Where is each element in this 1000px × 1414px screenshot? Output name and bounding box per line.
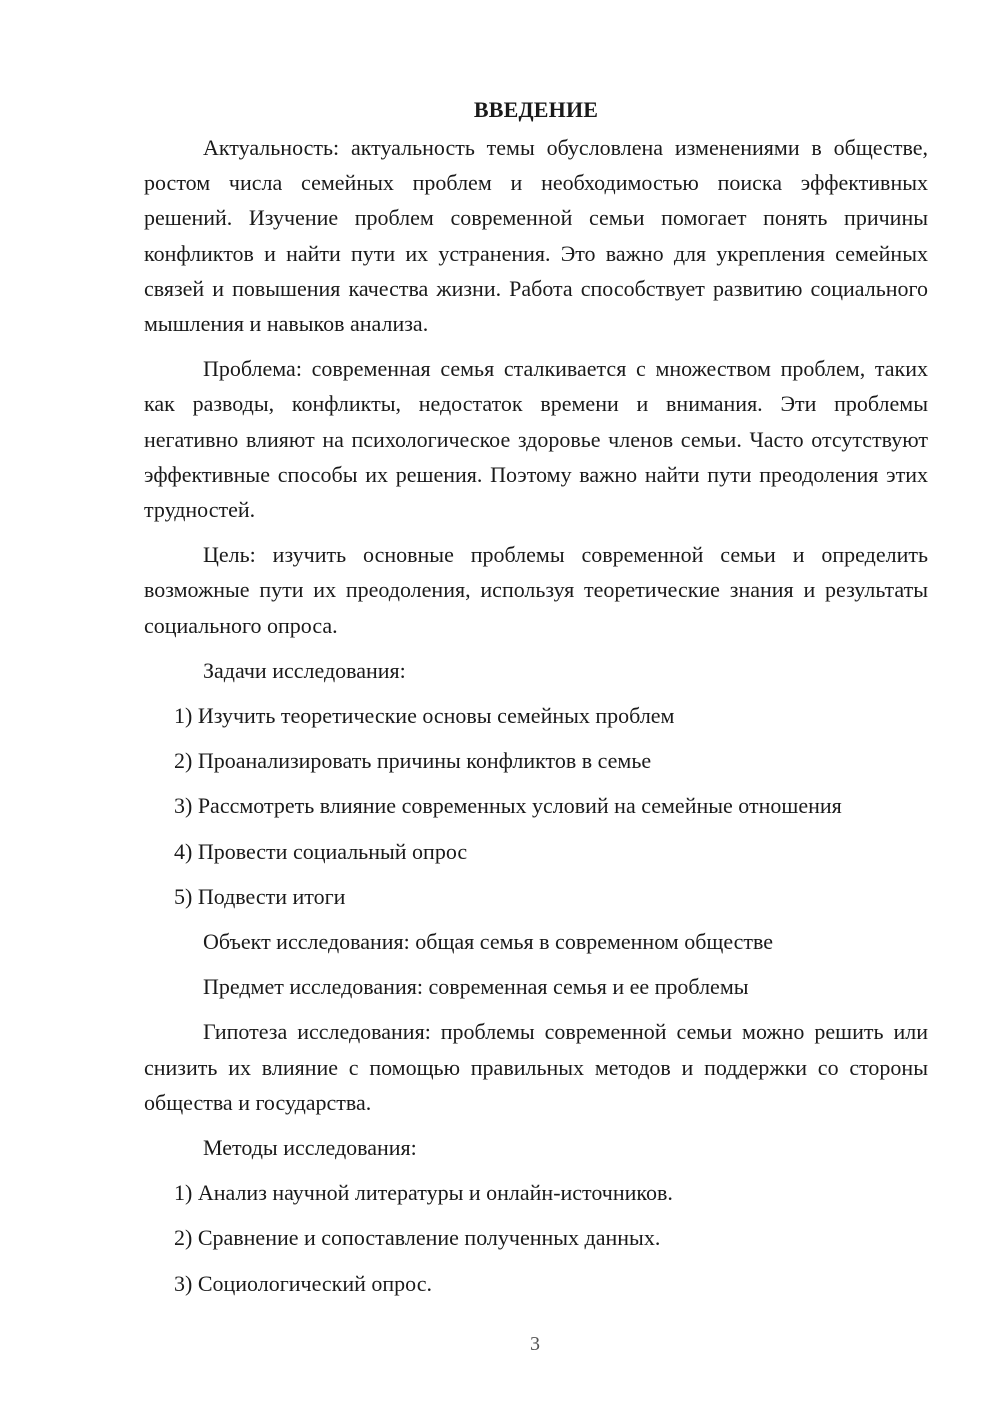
task-item: 4) Провести социальный опрос (174, 838, 468, 864)
task-item: 1) Изучить теоретические основы семейных проблем (174, 703, 675, 729)
section-title: ВВЕДЕНИЕ (473, 97, 599, 122)
task-item: 5) Подвести итоги (174, 883, 346, 909)
method-item: 1) Анализ научной литературы и онлайн-источников. (174, 1180, 673, 1206)
subject-line: Предмет исследования: современная семья и ее проблемы (203, 974, 749, 1000)
page-number: 3 (530, 1333, 540, 1355)
hypothesis-paragraph: Гипотеза исследования: проблемы современной семьи можно решить или снизить их влияние с помощью правильных методов и поддержки со стороны общества и государства. (144, 1019, 928, 1115)
document-page (144, 92, 928, 1311)
method-item: 3) Социологический опрос. (174, 1270, 432, 1296)
task-item: 3) Рассмотреть влияние современных условий на семейные отношения (174, 793, 842, 819)
method-item: 2) Сравнение и сопоставление полученных данных. (174, 1225, 661, 1251)
goal-paragraph: Цель: изучить основные проблемы современной семьи и определить возможные пути их преодоления, используя теоретические знания и результаты социального опроса. (144, 542, 928, 638)
relevance-paragraph: Актуальность: актуальность темы обусловлена изменениями в обществе, ростом числа семейных проблем и необходимостью поиска эффективных решений. Изучение проблем современной семьи помогает понять причины конфликтов и найти пути их устранения. Это важно для укрепления семейных связей и повышения качества жизни. Работа способствует развитию социального мышления и навыков анализа. (144, 135, 928, 337)
object-line: Объект исследования: общая семья в современном обществе (203, 929, 774, 955)
task-item: 2) Проанализировать причины конфликтов в семье (174, 748, 652, 774)
problem-paragraph: Проблема: современная семья сталкивается с множеством проблем, таких как разводы, конфликты, недостаток времени и внимания. Эти проблемы негативно влияют на психологическое здоровье членов семьи. Часто отсутствуют эффективные способы их решения. Поэтому важно найти пути преодоления этих трудностей. (144, 356, 928, 523)
methods-heading: Методы исследования: (203, 1135, 417, 1161)
tasks-heading: Задачи исследования: (203, 657, 406, 683)
